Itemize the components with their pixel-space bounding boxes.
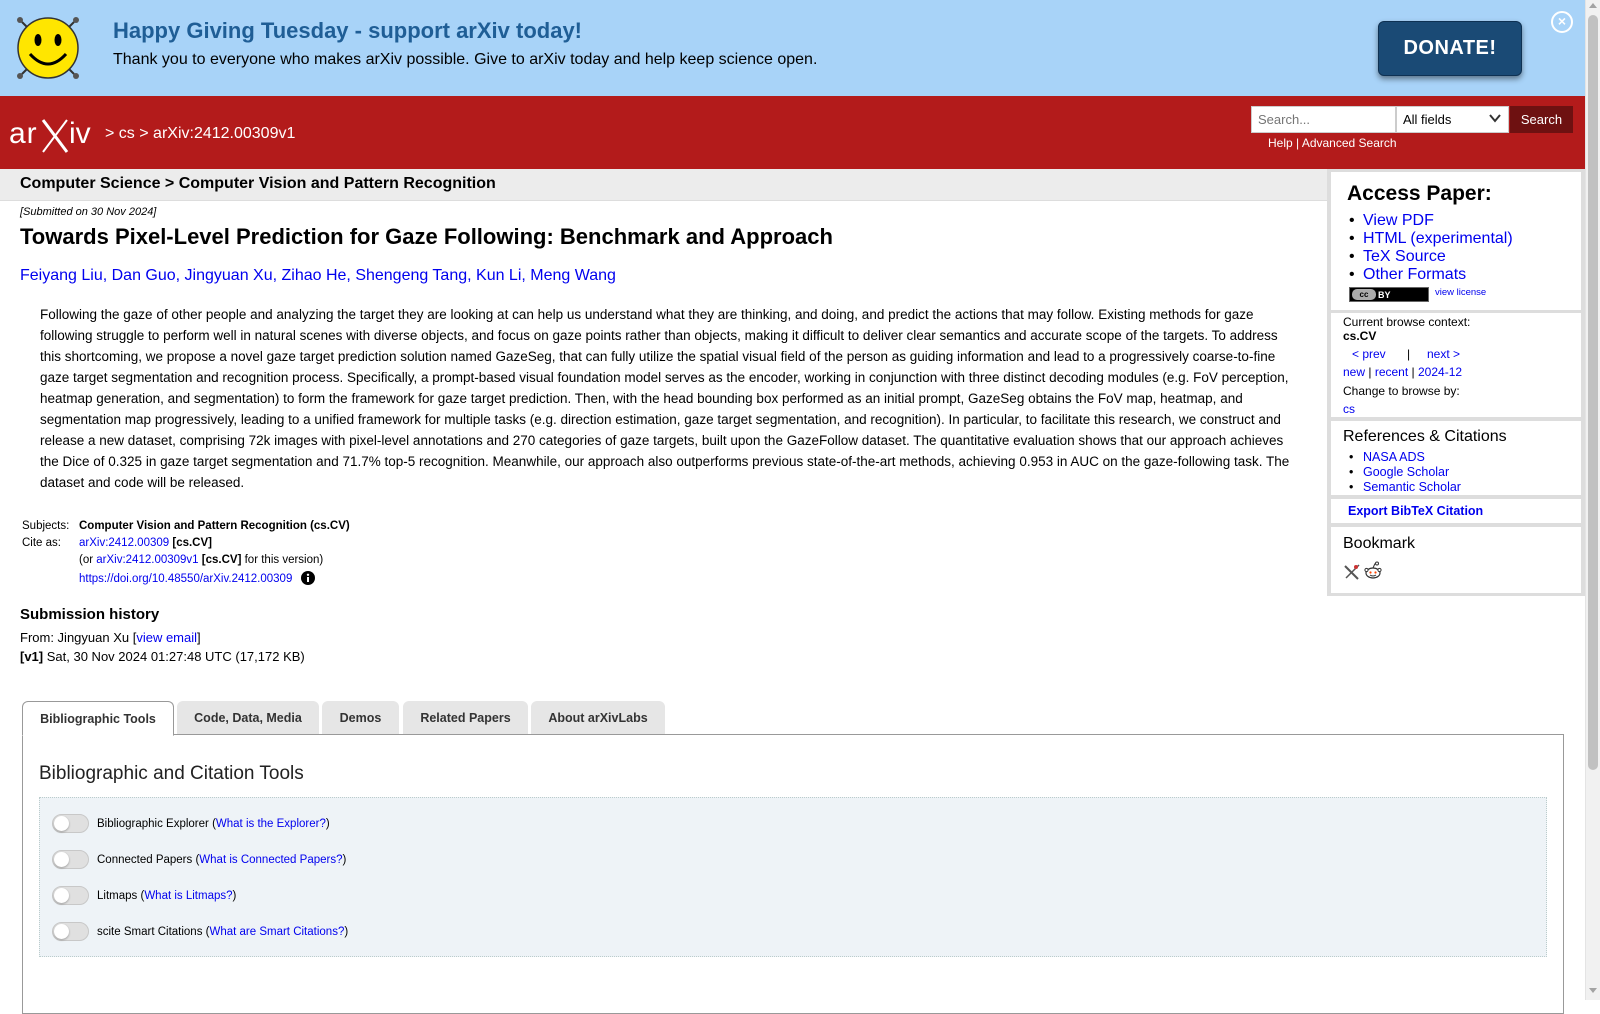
by-label: BY — [1378, 290, 1391, 300]
subject-heading: Computer Science > Computer Vision and Pattern Recognition — [20, 175, 496, 192]
author-link[interactable]: Jingyuan Xu — [184, 267, 273, 284]
submission-history-title: Submission history — [20, 606, 160, 623]
version-date: Sat, 30 Nov 2024 01:27:48 UTC (17,172 KB) — [46, 649, 305, 664]
scroll-up-arrow-icon[interactable] — [1589, 3, 1597, 8]
paper-title: Towards Pixel-Level Prediction for Gaze Following: Benchmark and Approach — [20, 224, 833, 249]
browse-context-box — [1331, 313, 1581, 417]
month-link[interactable]: 2024-12 — [1418, 365, 1463, 379]
browse-context-value: cs.CV — [1343, 329, 1377, 343]
tool-row-scite: scite Smart Citations ( What are Smart Citations? ) — [52, 922, 348, 941]
smiley-icon — [14, 12, 82, 84]
breadcrumb-paper-id: arXiv:2412.00309v1 — [153, 125, 296, 142]
svg-text:iv: iv — [69, 117, 91, 150]
search-input[interactable] — [1251, 106, 1396, 133]
cite-category: [cs.CV] — [172, 537, 212, 549]
view-email-link[interactable]: view email — [136, 630, 198, 645]
tool-info-link[interactable]: What is Litmaps? — [144, 889, 233, 902]
sidebar — [1327, 169, 1585, 596]
bookmark-title: Bookmark — [1343, 535, 1416, 552]
scite-toggle[interactable] — [52, 922, 89, 941]
new-link[interactable]: new — [1343, 365, 1366, 379]
tool-info-link[interactable]: What are Smart Citations? — [209, 925, 345, 938]
svg-text:ar: ar — [9, 117, 38, 150]
google-scholar-link[interactable]: Google Scholar — [1363, 465, 1450, 479]
panel-title: Bibliographic and Citation Tools — [39, 763, 304, 784]
other-formats-link[interactable]: Other Formats — [1363, 266, 1467, 283]
author-link[interactable]: Meng Wang — [530, 267, 616, 284]
donate-button[interactable]: DONATE! — [1378, 21, 1522, 76]
author-list: Feiyang Liu, Dan Guo, Jingyuan Xu, Zihao He, Shengeng Tang, Kun Li, Meng Wang — [20, 267, 616, 284]
export-bibtex-link[interactable]: Export BibTeX Citation — [1348, 504, 1484, 518]
cite-version-link[interactable]: arXiv:2412.00309v1 — [96, 554, 199, 566]
advanced-search-link[interactable]: Advanced Search — [1301, 136, 1397, 150]
submission-v1 — [20, 649, 305, 664]
tool-info-link[interactable]: What is the Explorer? — [215, 817, 326, 830]
tab-bibliographic-tools[interactable]: Bibliographic Tools — [22, 701, 174, 736]
breadcrumb — [105, 125, 295, 143]
nav-separator: | — [1407, 347, 1411, 361]
tool-row-connected-papers: Connected Papers ( What is Connected Papers? ) — [52, 850, 346, 869]
author-link[interactable]: Zihao He — [281, 267, 347, 284]
bibtex-box — [1331, 499, 1581, 523]
cite-version-category: [cs.CV] — [201, 554, 242, 566]
cite-or: (or — [79, 554, 94, 566]
nav-separator: | — [1368, 365, 1372, 379]
browse-cs-link[interactable]: cs — [1343, 402, 1355, 416]
tab-demos[interactable]: Demos — [322, 701, 399, 735]
giving-tuesday-banner — [0, 0, 1585, 96]
view-pdf-link[interactable]: View PDF — [1363, 212, 1434, 229]
change-browse-label: Change to browse by: — [1343, 384, 1460, 398]
site-header — [0, 96, 1585, 169]
litmaps-toggle[interactable] — [52, 886, 89, 905]
recent-link[interactable]: recent — [1374, 365, 1409, 379]
tab-code-data-media[interactable]: Code, Data, Media — [177, 701, 319, 735]
reddit-icon[interactable] — [1363, 561, 1383, 581]
cc-by-license-badge[interactable] — [1349, 287, 1429, 302]
prev-link[interactable]: < prev — [1352, 347, 1386, 361]
bibliographic-explorer-toggle[interactable] — [52, 814, 89, 833]
view-license-link[interactable]: view license — [1435, 287, 1487, 298]
chevron-down-icon — [1488, 111, 1502, 125]
scroll-thumb[interactable] — [1588, 15, 1598, 770]
tool-row-litmaps: Litmaps ( What is Litmaps? ) — [52, 886, 236, 905]
page-scrollbar[interactable] — [1585, 0, 1600, 1000]
submission-from-prefix: From: Jingyuan Xu [ — [20, 630, 137, 645]
help-links — [1268, 136, 1397, 150]
author-link[interactable]: Kun Li — [476, 267, 522, 284]
nasa-ads-link[interactable]: NASA ADS — [1363, 450, 1425, 464]
access-paper-title: Access Paper: — [1347, 182, 1492, 205]
tool-name: Litmaps — [97, 889, 138, 902]
access-paper-box — [1331, 172, 1581, 310]
banner-text: Thank you to everyone who makes arXiv possible. Give to arXiv today and help keep science open. — [113, 51, 818, 68]
breadcrumb-cs[interactable]: cs — [118, 125, 135, 142]
doi-link[interactable]: https://doi.org/10.48550/arXiv.2412.00309 — [79, 573, 293, 585]
tool-name: scite Smart Citations — [97, 925, 203, 938]
references-title: References & Citations — [1343, 428, 1507, 445]
bookmark-box — [1331, 527, 1581, 593]
subjects-value: Computer Vision and Pattern Recognition (cs.CV) — [79, 520, 350, 532]
bibsonomy-icon[interactable] — [1343, 563, 1361, 581]
cite-version-suffix: for this version) — [244, 554, 324, 566]
browse-context-label: Current browse context: — [1343, 315, 1471, 329]
metadata-table — [20, 518, 352, 588]
help-link[interactable]: Help — [1268, 136, 1293, 150]
references-box — [1331, 421, 1581, 495]
author-link[interactable]: Dan Guo — [111, 267, 176, 284]
submitted-date: [Submitted on 30 Nov 2024] — [20, 206, 157, 218]
submission-from — [20, 630, 201, 645]
references-links — [1363, 450, 1461, 495]
author-link[interactable]: Feiyang Liu — [20, 267, 103, 284]
close-icon[interactable]: × — [1551, 11, 1573, 33]
nav-separator: | — [1411, 365, 1415, 379]
info-icon[interactable] — [301, 571, 315, 585]
semantic-scholar-link[interactable]: Semantic Scholar — [1363, 480, 1461, 494]
bibliographic-tools-panel — [22, 734, 1564, 1014]
search-field-selected: All fields — [1403, 112, 1452, 127]
tab-related-papers[interactable]: Related Papers — [403, 701, 528, 735]
html-experimental-link[interactable]: HTML (experimental) — [1363, 230, 1513, 247]
banner-title: Happy Giving Tuesday - support arXiv today! — [113, 18, 583, 43]
submission-from-suffix: ] — [197, 630, 201, 645]
subject-bar — [0, 169, 1327, 201]
author-link[interactable]: Shengeng Tang — [355, 267, 468, 284]
connected-papers-toggle[interactable] — [52, 850, 89, 869]
version-label: [v1] — [20, 649, 44, 664]
search-field-select[interactable] — [1396, 106, 1509, 133]
access-links — [1363, 212, 1513, 284]
search-button[interactable]: Search — [1510, 106, 1573, 133]
cite-id-link[interactable]: arXiv:2412.00309 — [79, 537, 170, 549]
tex-source-link[interactable]: TeX Source — [1363, 248, 1446, 265]
scroll-down-arrow-icon[interactable] — [1589, 988, 1597, 993]
tool-row-bibliographic-explorer: Bibliographic Explorer ( What is the Explorer? ) — [52, 814, 330, 833]
tools-list — [39, 797, 1547, 957]
help-separator: | — [1296, 136, 1300, 150]
breadcrumb-separator: > — [105, 125, 115, 142]
cite-label: Cite as: — [22, 537, 61, 549]
subjects-label: Subjects: — [22, 520, 70, 532]
tool-name: Connected Papers — [97, 853, 193, 866]
arxiv-logo[interactable] — [9, 114, 101, 154]
tab-about-arxivlabs[interactable]: About arXivLabs — [531, 701, 665, 735]
breadcrumb-separator: > — [139, 125, 149, 142]
next-link[interactable]: next > — [1427, 347, 1461, 361]
cc-label: cc — [1352, 289, 1376, 300]
tool-info-link[interactable]: What is Connected Papers? — [199, 853, 343, 866]
abstract: Following the gaze of other people and analyzing the target they are looking at can help us understand what they are thinking, and doing, and predict the actions that may follow. Existing methods for gaze following struggle to perform well in natural scenes with diverse objects, and focus on gaze points rather than objects, making it difficult to deliver clear semantics and accurate scope of the targets. To address this shortcoming, we propose a novel gaze target prediction solution named GazeSeg, that can fully utilize the spatial visual field of the person as guiding information and lead to a progressively coarse-to-fine gaze target segmentation and recognition process. Specifically, a prompt-based visual foundation model serves as the encoder, working in conjunction with three distinct decoding modules (e.g. FoV perception, heatmap generation, and segmentation) to form the framework for gaze target prediction. Then, with the head bounding box performed as an initial prompt, GazeSeg obtains the FoV map, heatmap, and segmentation map progressively, leading to a unified framework for multiple tasks (e.g. direction estimation, gaze target segmentation, and recognition). In particular, to facilitate this research, we construct and release a new dataset, comprising 72k images with pixel-level annotations and 270 categories of gaze targets, built upon the GazeFollow dataset. The quantitative evaluation shows that our approach achieves the Dice of 0.325 in gaze target segmentation and 71.7% top-5 recognition. Meanwhile, our approach also outperforms previous state-of-the-art methods, achieving 0.953 in AUC on the gaze-following task. The dataset and code will be released. — [40, 307, 1290, 490]
tool-name: Bibliographic Explorer — [97, 817, 209, 830]
